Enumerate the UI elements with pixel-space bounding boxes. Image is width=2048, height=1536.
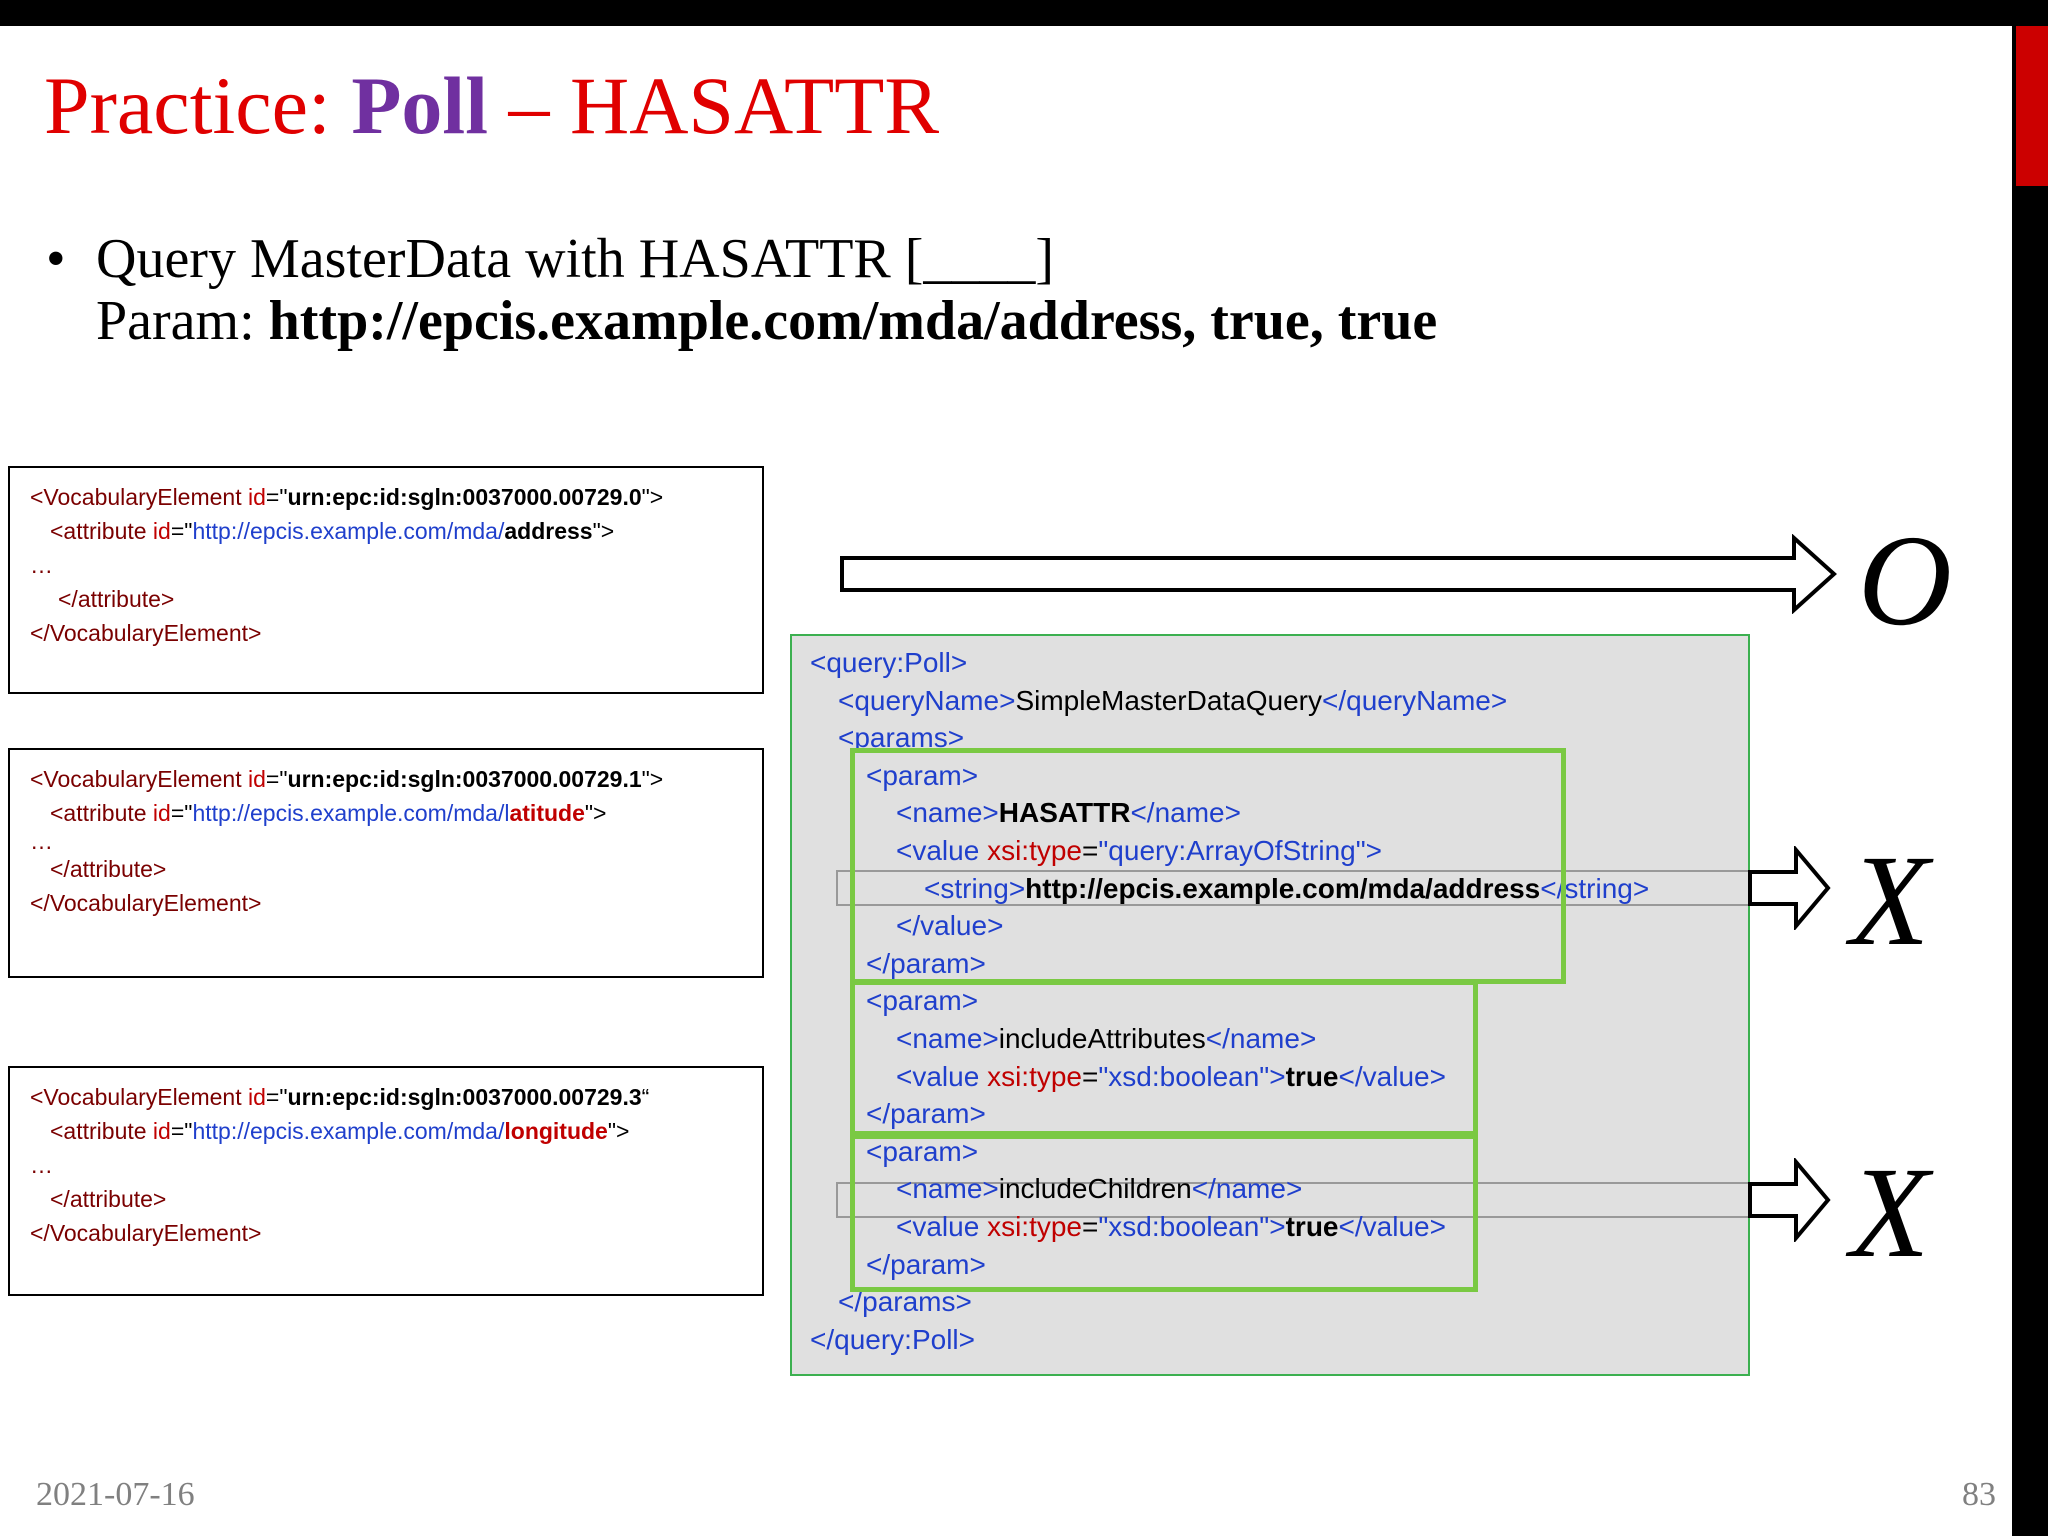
code-text: http://epcis.example.com/mda/address [1025,872,1541,904]
accent-mark [2016,26,2048,186]
attr-close-tag: </attribute> [50,856,167,882]
code-tag: <name> [896,797,999,829]
attr-name: address [504,518,593,544]
code-text: includeAttributes [998,1022,1206,1054]
vocab-eq: =" [265,1084,288,1110]
bullet-text [96,228,1437,352]
arrow-top-shape [842,538,1834,610]
code-tag: </name> [1130,797,1241,829]
code-tag: <query:Poll> [810,647,968,678]
vocab-ellipsis: … [30,552,53,578]
bullet-marker: • [46,228,66,290]
code-text: true [1285,1210,1339,1242]
code-attr-value: "query:ArrayOfString"> [1098,834,1383,866]
vocab-box-3 [8,1066,764,1296]
code-tag: </query:Poll> [810,1323,975,1355]
code-attr-value: "xsd:boolean"> [1098,1060,1286,1092]
result-x-2: X [1850,1141,1930,1285]
param-label: Param: [96,290,269,352]
code-tag: <param> [866,759,979,791]
arrow-bottom-shape [1750,1162,1828,1238]
code-tag: <name> [896,1173,999,1205]
code-eq: = [1082,1060,1099,1092]
code-tag: </queryName> [1322,684,1508,716]
attr-eq: =" [170,518,193,544]
vocab-box-1 [8,466,764,694]
param-box-include-children [850,1134,1478,1292]
code-tag: </name> [1205,1022,1317,1054]
code-tag: <value [896,1210,980,1242]
vocab-open-end: “ [641,1084,650,1110]
code-tag: </string> [1540,872,1650,904]
code-text: includeChildren [998,1173,1192,1205]
vocab-attr-line [30,796,742,830]
bullet-line2 [96,290,1437,352]
code-line [810,644,1649,682]
code-tag: </param> [866,1098,986,1130]
vocab-attr-line [30,514,742,548]
vocab-id-value: urn:epc:id:sgln:0037000.00729.0 [287,484,642,510]
vocab-id-value: urn:epc:id:sgln:0037000.00729.3 [287,1084,642,1110]
code-attr-value: "xsd:boolean"> [1098,1210,1286,1242]
attr-url: http://epcis.example.com/mda/ [192,1118,505,1144]
code-tag: </value> [896,910,1004,942]
vocab-id-attr: id [241,766,266,792]
code-line [810,682,1649,720]
vocab-open-end: "> [641,484,664,510]
attr-open-tag: <attribute [50,1118,147,1144]
code-text: true [1285,1060,1339,1092]
result-x-1: X [1850,829,1930,973]
code-attr: xsi:type [979,834,1082,866]
code-text: HASATTR [998,797,1131,829]
vocab-id-attr: id [241,1084,266,1110]
vocab-open-line [30,1080,742,1114]
code-text: SimpleMasterDataQuery [1015,684,1322,716]
top-bar [0,0,2048,26]
slide-title [44,58,939,154]
bullet-line1: Query MasterData with HASATTR [____] [96,228,1055,290]
code-line [810,1321,1649,1359]
code-tag: </params> [838,1286,972,1318]
vocab-open-tag: <VocabularyElement [30,1084,242,1110]
title-suffix: – HASATTR [488,60,940,151]
param-value: http://epcis.example.com/mda/address, true, true [268,290,1438,352]
code-tag: </name> [1191,1173,1303,1205]
result-o: O [1858,509,1952,653]
vocab-eq: =" [265,484,288,510]
vocab-open-end: "> [641,766,664,792]
vocab-close-tag: </VocabularyElement> [30,620,262,646]
param-box-hasattr [850,748,1566,984]
vocab-attr-line [30,1114,742,1148]
attr-url: http://epcis.example.com/mda/ [192,518,505,544]
code-tag: <value [896,834,980,866]
code-eq: = [1082,1210,1099,1242]
attr-end: "> [592,518,615,544]
code-tag: </value> [1338,1210,1446,1242]
attr-name: atitude [509,800,585,826]
arrow-middle [1748,846,1832,930]
page-number: 83 [1962,1476,1996,1513]
code-tag: <string> [924,872,1026,904]
title-prefix: Practice: [44,60,352,151]
vocab-box-2 [8,748,764,978]
vocab-open-line [30,480,742,514]
attr-close-tag: </attribute> [50,1186,167,1212]
attr-id-attr: id [146,518,171,544]
attr-end: "> [584,800,607,826]
code-tag: </value> [1338,1060,1446,1092]
right-bar [2012,26,2048,1536]
vocab-ellipsis: … [30,828,53,854]
attr-eq: =" [170,1118,193,1144]
attr-end: "> [607,1118,630,1144]
attr-id-attr: id [146,1118,171,1144]
vocab-close-tag: </VocabularyElement> [30,1220,262,1246]
code-tag: <value [896,1060,980,1092]
code-tag: </param> [866,1248,986,1280]
arrow-top [838,534,1838,614]
code-tag: <param> [866,985,979,1017]
title-highlight: Poll [351,60,488,151]
vocab-open-tag: <VocabularyElement [30,484,242,510]
vocab-id-attr: id [241,484,266,510]
code-tag: <name> [896,1022,999,1054]
code-eq: = [1082,834,1099,866]
vocab-close-tag: </VocabularyElement> [30,890,262,916]
vocab-id-value: urn:epc:id:sgln:0037000.00729.1 [287,766,642,792]
code-tag: <params> [838,722,965,754]
code-attr: xsi:type [979,1210,1082,1242]
attr-eq: =" [170,800,193,826]
vocab-ellipsis: … [30,1152,53,1178]
attr-name: longitude [504,1118,608,1144]
attr-open-tag: <attribute [50,800,147,826]
attr-close-tag: </attribute> [58,586,175,612]
code-attr: xsi:type [979,1060,1082,1092]
vocab-eq: =" [265,766,288,792]
arrow-bottom [1748,1158,1832,1242]
attr-url: http://epcis.example.com/mda/l [192,800,510,826]
footer-date: 2021-07-16 [36,1476,195,1513]
vocab-open-line [30,762,742,796]
arrow-middle-shape [1750,850,1828,926]
attr-id-attr: id [146,800,171,826]
param-box-include-attributes [850,980,1478,1136]
code-tag: <queryName> [838,684,1016,716]
code-tag: </param> [866,947,986,979]
code-tag: <param> [866,1135,979,1167]
attr-open-tag: <attribute [50,518,147,544]
vocab-open-tag: <VocabularyElement [30,766,242,792]
